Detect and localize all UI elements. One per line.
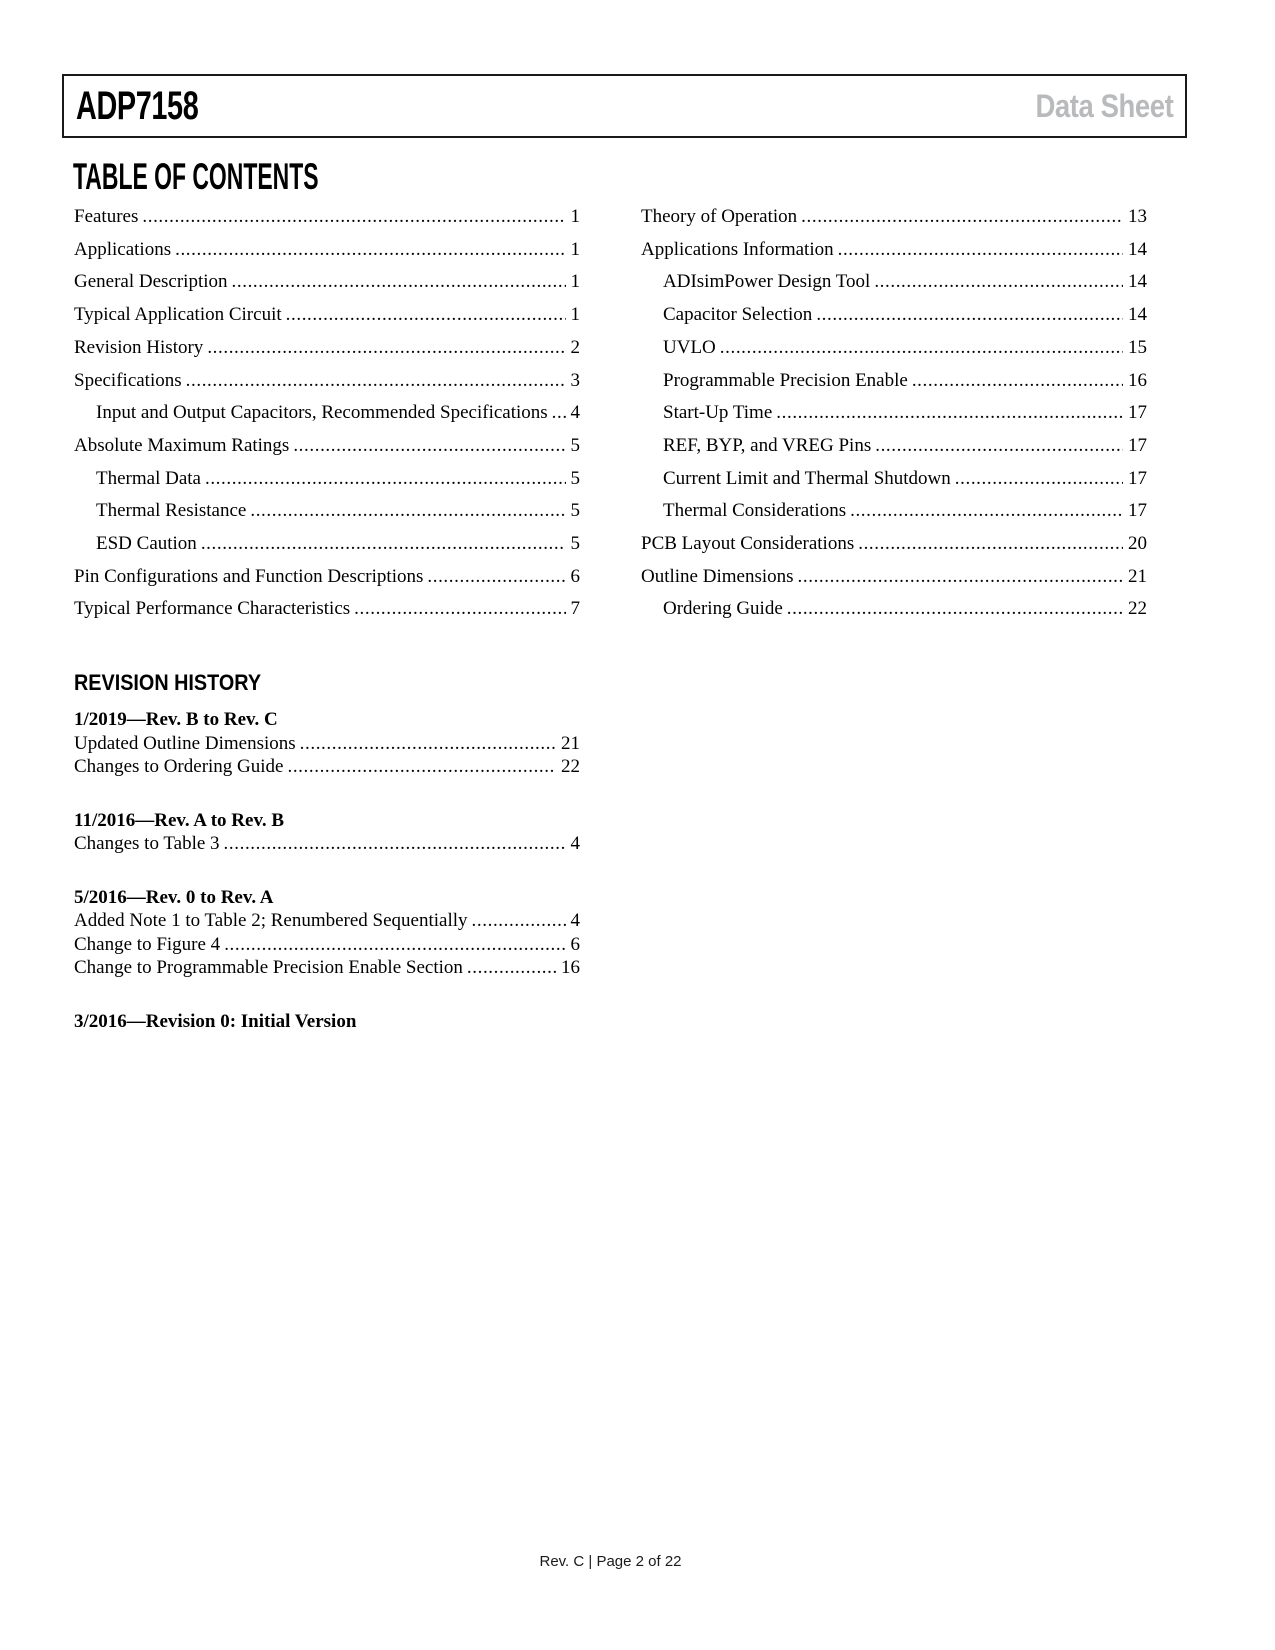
toc-entry[interactable] bbox=[641, 266, 1147, 299]
toc-entry[interactable] bbox=[641, 201, 1147, 234]
revision-entry-page: 6 bbox=[570, 933, 580, 955]
dot-leader bbox=[300, 732, 556, 756]
toc-entry-label: UVLO bbox=[663, 336, 716, 358]
toc-entry-label: Applications bbox=[74, 238, 172, 260]
toc-entry-page: 5 bbox=[570, 434, 580, 456]
revision-entry bbox=[74, 732, 580, 756]
dot-leader bbox=[175, 234, 565, 267]
toc-entry-page: 1 bbox=[570, 206, 580, 227]
toc-entry[interactable] bbox=[641, 234, 1147, 267]
toc-entry-page: 5 bbox=[570, 467, 580, 489]
toc-entry-page: 5 bbox=[570, 500, 580, 522]
revision-history-section bbox=[74, 670, 580, 1063]
revision-entry-label: Changes to Ordering Guide bbox=[74, 756, 284, 777]
dot-leader bbox=[207, 332, 565, 365]
revision-entry-label: Change to Figure 4 bbox=[74, 933, 221, 955]
dot-leader bbox=[354, 593, 565, 626]
toc-entry-label: Outline Dimensions bbox=[641, 565, 794, 587]
toc-entry-page: 14 bbox=[1128, 271, 1147, 293]
revision-entry-label: Change to Programmable Precision Enable Section bbox=[74, 957, 463, 978]
toc-entry-label: Thermal Data bbox=[96, 467, 201, 489]
revision-history-blocks bbox=[74, 708, 580, 1033]
toc-entry-page: 17 bbox=[1128, 467, 1147, 489]
toc-entry[interactable] bbox=[641, 528, 1147, 561]
toc-entry-label: Current Limit and Thermal Shutdown bbox=[663, 467, 951, 489]
toc-entry-label: Absolute Maximum Ratings bbox=[74, 434, 290, 456]
dot-leader bbox=[875, 430, 1123, 463]
doc-type-label: Data Sheet bbox=[1035, 88, 1173, 124]
toc-entry-label: Revision History bbox=[74, 336, 204, 358]
toc-entry[interactable] bbox=[641, 430, 1147, 463]
toc-right-column bbox=[641, 201, 1147, 626]
toc-entry-page: 13 bbox=[1128, 206, 1147, 227]
dot-leader bbox=[801, 201, 1123, 234]
revision-entry-page: 4 bbox=[570, 910, 580, 931]
revision-entry-page: 16 bbox=[561, 957, 580, 978]
toc-entry-label: ESD Caution bbox=[96, 533, 197, 555]
revision-entry bbox=[74, 755, 580, 779]
toc-entry[interactable] bbox=[74, 463, 580, 496]
toc-entry[interactable] bbox=[74, 201, 580, 234]
dot-leader bbox=[293, 430, 565, 463]
dot-leader bbox=[287, 755, 556, 779]
toc-entry[interactable] bbox=[74, 332, 580, 365]
toc-entry-page: 17 bbox=[1128, 500, 1147, 522]
revision-block bbox=[74, 708, 580, 779]
revision-block bbox=[74, 886, 580, 980]
revision-heading: 11/2016—Rev. A to Rev. B bbox=[74, 809, 285, 831]
revision-heading: 3/2016—Revision 0: Initial Version bbox=[74, 1010, 357, 1032]
toc-entry-label: Pin Configurations and Function Descriptions bbox=[74, 565, 424, 587]
revision-entry-page: 21 bbox=[561, 732, 580, 754]
revision-entry bbox=[74, 832, 580, 856]
toc-entry-page: 14 bbox=[1128, 304, 1147, 326]
toc-columns bbox=[74, 201, 1147, 626]
toc-entry-label: Capacitor Selection bbox=[663, 304, 813, 326]
toc-entry[interactable] bbox=[74, 299, 580, 332]
toc-entry-page: 3 bbox=[570, 369, 580, 391]
toc-entry[interactable] bbox=[641, 495, 1147, 528]
revision-block bbox=[74, 809, 580, 856]
toc-entry-page: 15 bbox=[1128, 336, 1147, 358]
toc-entry-label: REF, BYP, and VREG Pins bbox=[663, 434, 872, 456]
dot-leader bbox=[186, 365, 566, 398]
toc-entry-page: 16 bbox=[1128, 369, 1147, 391]
toc-entry[interactable] bbox=[74, 430, 580, 463]
toc-entry-label: Input and Output Capacitors, Recommended Specifications bbox=[96, 402, 548, 424]
revision-heading: 5/2016—Rev. 0 to Rev. A bbox=[74, 886, 274, 908]
toc-entry-label: Features bbox=[74, 206, 139, 227]
toc-entry[interactable] bbox=[641, 593, 1147, 626]
toc-entry-label: Applications Information bbox=[641, 238, 834, 260]
revision-entry-label: Changes to Table 3 bbox=[74, 833, 220, 854]
toc-entry-label: Ordering Guide bbox=[663, 598, 783, 620]
dot-leader bbox=[858, 528, 1123, 561]
toc-entry[interactable] bbox=[74, 234, 580, 267]
dot-leader bbox=[955, 463, 1123, 496]
dot-leader bbox=[250, 495, 565, 528]
dot-leader bbox=[472, 909, 566, 933]
dot-leader bbox=[286, 299, 566, 332]
toc-title: TABLE OF CONTENTS bbox=[73, 156, 319, 197]
toc-entry[interactable] bbox=[74, 365, 580, 398]
revision-entry-label: Updated Outline Dimensions bbox=[74, 732, 296, 754]
toc-entry[interactable] bbox=[74, 593, 580, 626]
toc-entry-page: 4 bbox=[570, 402, 580, 424]
toc-entry[interactable] bbox=[641, 365, 1147, 398]
dot-leader bbox=[232, 266, 566, 299]
dot-leader bbox=[224, 832, 566, 856]
revision-entry bbox=[74, 933, 580, 957]
dot-leader bbox=[912, 365, 1123, 398]
dot-leader bbox=[816, 299, 1123, 332]
dot-leader bbox=[224, 933, 565, 957]
page-header bbox=[62, 74, 1187, 138]
toc-entry-page: 21 bbox=[1128, 565, 1147, 587]
dot-leader bbox=[850, 495, 1123, 528]
dot-leader bbox=[201, 528, 566, 561]
revision-entry-label: Added Note 1 to Table 2; Renumbered Sequentially bbox=[74, 910, 468, 931]
dot-leader bbox=[720, 332, 1123, 365]
dot-leader bbox=[874, 266, 1123, 299]
toc-entry-page: 1 bbox=[570, 238, 580, 260]
toc-entry-page: 5 bbox=[570, 533, 580, 555]
toc-entry-label: Programmable Precision Enable bbox=[663, 369, 908, 391]
toc-entry-label: Theory of Operation bbox=[641, 206, 798, 227]
toc-entry[interactable] bbox=[641, 332, 1147, 365]
revision-heading: 1/2019—Rev. B to Rev. C bbox=[74, 709, 278, 730]
dot-leader bbox=[776, 397, 1123, 430]
toc-entry[interactable] bbox=[74, 266, 580, 299]
revision-history-title: REVISION HISTORY bbox=[74, 670, 262, 695]
dot-leader bbox=[142, 201, 565, 234]
revision-entry-page: 4 bbox=[570, 833, 580, 854]
toc-entry-page: 22 bbox=[1128, 598, 1147, 620]
toc-entry[interactable] bbox=[641, 561, 1147, 594]
toc-entry-page: 20 bbox=[1128, 533, 1147, 555]
dot-leader bbox=[787, 593, 1123, 626]
revision-block bbox=[74, 1010, 580, 1034]
part-number: ADP7158 bbox=[76, 84, 199, 128]
toc-entry-label: Typical Application Circuit bbox=[74, 304, 282, 326]
toc-entry-page: 1 bbox=[570, 304, 580, 326]
toc-entry-page: 14 bbox=[1128, 238, 1147, 260]
revision-entry bbox=[74, 956, 580, 980]
revision-entry bbox=[74, 909, 580, 933]
toc-entry-page: 17 bbox=[1128, 402, 1147, 424]
toc-entry[interactable] bbox=[641, 463, 1147, 496]
toc-entry-label: Specifications bbox=[74, 369, 182, 391]
dot-leader bbox=[838, 234, 1123, 267]
toc-entry[interactable] bbox=[74, 495, 580, 528]
toc-entry-page: 2 bbox=[570, 336, 580, 358]
dot-leader bbox=[467, 956, 556, 980]
toc-left-column bbox=[74, 201, 580, 626]
toc-entry-page: 7 bbox=[570, 598, 580, 620]
toc-entry[interactable] bbox=[74, 561, 580, 594]
dot-leader bbox=[552, 397, 566, 430]
revision-entry-page: 22 bbox=[561, 756, 580, 777]
toc-entry[interactable] bbox=[641, 299, 1147, 332]
toc-entry[interactable] bbox=[74, 528, 580, 561]
dot-leader bbox=[427, 561, 565, 594]
toc-entry-label: Start-Up Time bbox=[663, 402, 773, 424]
toc-entry-page: 17 bbox=[1128, 434, 1147, 456]
toc-entry-page: 6 bbox=[570, 565, 580, 587]
toc-entry-label: General Description bbox=[74, 271, 228, 293]
toc-entry-label: Thermal Considerations bbox=[663, 500, 847, 522]
toc-entry-page: 1 bbox=[570, 271, 580, 293]
page-footer: Rev. C | Page 2 of 22 bbox=[539, 1553, 682, 1570]
toc-entry[interactable] bbox=[641, 397, 1147, 430]
dot-leader bbox=[205, 463, 566, 496]
toc-entry[interactable] bbox=[74, 397, 580, 430]
toc-entry-label: Thermal Resistance bbox=[96, 500, 247, 522]
toc-entry-label: ADIsimPower Design Tool bbox=[663, 271, 871, 293]
toc-entry-label: PCB Layout Considerations bbox=[641, 533, 855, 555]
dot-leader bbox=[798, 561, 1123, 594]
toc-entry-label: Typical Performance Characteristics bbox=[74, 598, 351, 620]
